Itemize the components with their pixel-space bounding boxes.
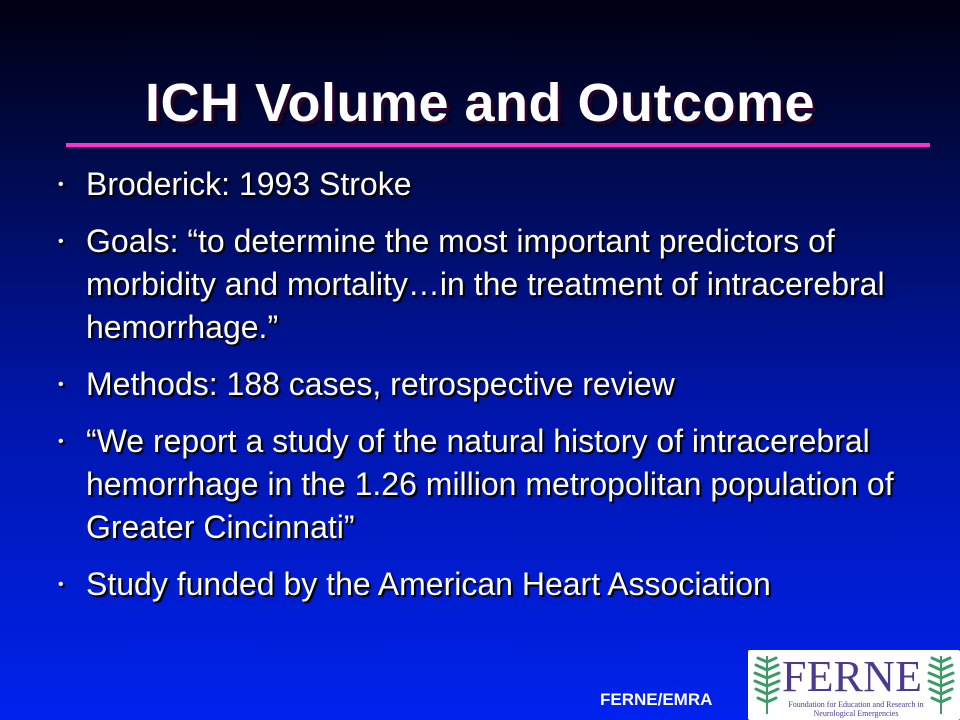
logo-letter: F [782, 652, 807, 701]
logo-letter: E [806, 652, 834, 701]
title-underline [66, 143, 930, 147]
fern-leaf-icon [752, 654, 782, 716]
bullet-item [56, 220, 936, 349]
logo-wordmark [782, 654, 922, 700]
bullet-text: Study funded by the American Heart Association [86, 566, 771, 602]
bullet-text: Goals: “to determine the most important predictors of morbidity and mortality…in the treatment of intracerebral hemorrhage.” [86, 223, 885, 345]
bullet-dot-icon: • [58, 176, 64, 193]
bullet-text: Methods: 188 cases, retrospective review [86, 366, 675, 402]
bullet-item [56, 363, 936, 406]
logo-letter: E [895, 652, 922, 701]
bullet-list [56, 163, 936, 620]
bullet-dot-icon: • [58, 233, 64, 250]
bullet-item [56, 563, 936, 606]
bullet-dot-icon: • [58, 376, 64, 393]
fern-leaf-icon [926, 654, 956, 716]
slide-title: ICH Volume and Outcome [144, 73, 816, 133]
bullet-item [56, 420, 936, 549]
bullet-text: “We report a study of the natural history of intracerebral hemorrhage in the 1.26 million metropolitan population of Greater Cincinnati” [86, 423, 894, 545]
logo-letter: R [833, 652, 864, 701]
logo-subtitle: Foundation for Education and Research in Neurological Emergencies [788, 700, 924, 718]
bullet-text: Broderick: 1993 Stroke [86, 166, 412, 202]
bullet-dot-icon: • [58, 576, 64, 593]
footer-label: FERNE/EMRA [600, 690, 713, 709]
bullet-dot-icon: • [58, 433, 64, 450]
logo-letter: N [863, 652, 895, 701]
bullet-item [56, 163, 936, 206]
ferne-logo [748, 650, 960, 720]
